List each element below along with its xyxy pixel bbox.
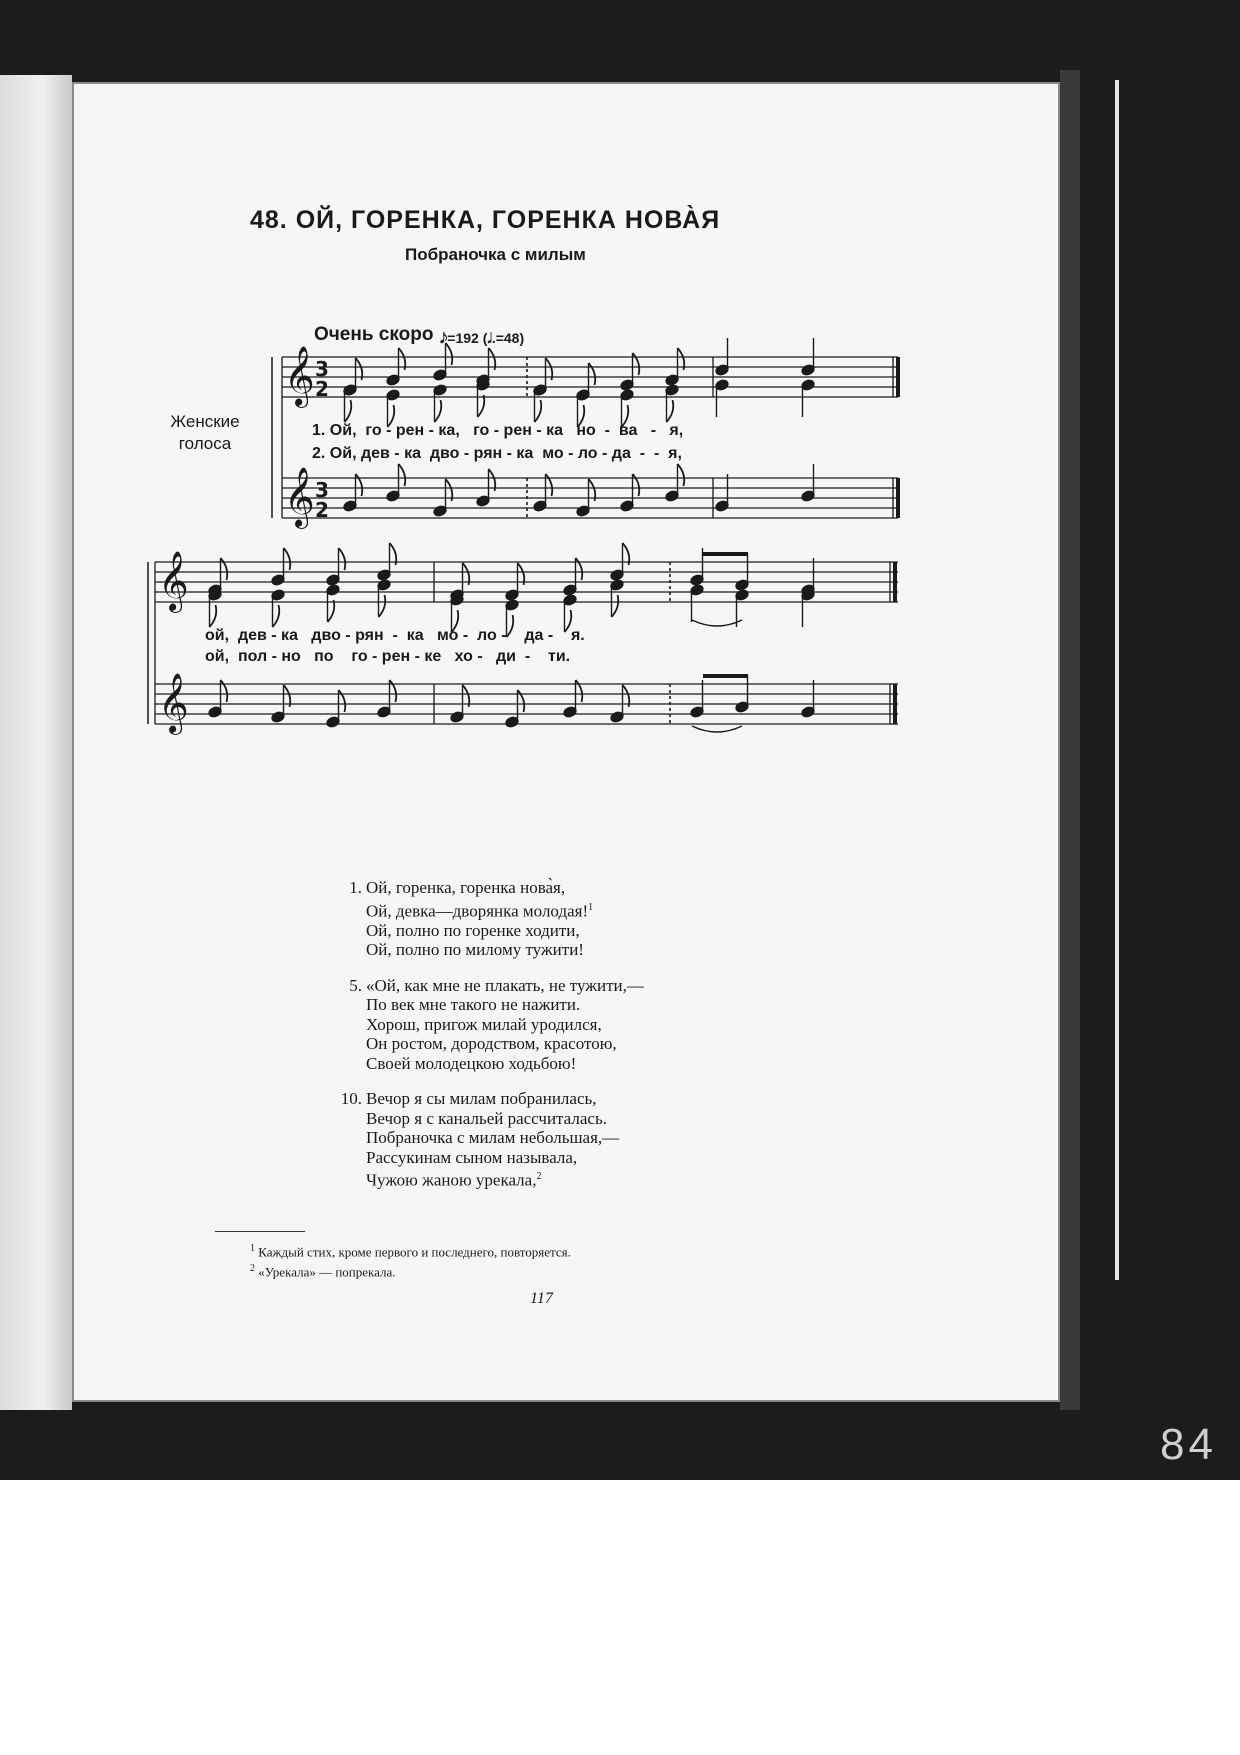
note-flag (546, 474, 553, 496)
poem-line: По век мне такого не нажити. (366, 995, 581, 1015)
voice-label-line-2: голоса (178, 434, 232, 453)
footnote-text: «Урекала» — попрекала. (258, 1264, 396, 1280)
poem-line: Он ростом, дородством, красотою, (366, 1034, 617, 1054)
note-flag (210, 605, 217, 627)
footnote-ref: 2 (536, 1171, 542, 1183)
time-signature: 3 (315, 357, 329, 381)
stanza-10 (332, 1089, 644, 1190)
treble-clef: 𝄞 (284, 467, 315, 527)
note-flag (446, 343, 453, 365)
poem-line: Ой, полно по милому тужити! (366, 940, 584, 960)
note-flag (435, 400, 442, 422)
note-flag (576, 680, 583, 702)
treble-clef: 𝄞 (284, 346, 315, 406)
slur (692, 726, 742, 732)
poem-line: Ой, горенка, горенка нова̀я, (366, 878, 566, 897)
footnote-text: Каждый стих, кроме первого и последнего, повторяется. (258, 1244, 571, 1260)
final-bar (893, 684, 897, 724)
note-flag (379, 595, 386, 617)
footnote-rule (215, 1231, 305, 1232)
poem-line: Вечор я с канальей рассчиталась. (366, 1108, 607, 1128)
note-flag (667, 400, 674, 422)
song-title: 48. ОЙ, ГОРЕНКА, ГОРЕНКА НОВА̀Я (250, 206, 721, 234)
note-flag (356, 474, 363, 496)
metronome-mark: 𝅘𝅥𝅮=192 (𝅗𝅥.=48) (440, 330, 525, 346)
note-flag (399, 464, 406, 486)
stanza-number: 1. (349, 878, 362, 897)
stanza-5 (332, 976, 644, 1074)
note-flag (535, 400, 542, 422)
footnotes (250, 1240, 571, 1281)
voice-label-line-1: Женские (170, 412, 240, 431)
note-flag (633, 353, 640, 375)
note-flag (390, 680, 397, 702)
poem-line: Вечор я сы милам побранилась, (366, 1089, 597, 1109)
system1-lyrics-verse1: 1. Ой, го - рен - ка, го - рен - ка но - ва - я, (312, 422, 684, 439)
song-subtitle: Побраночка с милым (405, 245, 586, 264)
poem-line: Ой, девка—дворянка молодая! (366, 901, 589, 921)
poem-line: Ой, полно по горенке ходити, (366, 920, 580, 940)
poem-line: Хорош, пригож милай уродился, (366, 1014, 602, 1034)
stanza-number: 5. (349, 975, 362, 995)
final-bar (896, 478, 900, 518)
treble-clef: 𝄞 (158, 551, 189, 611)
time-signature: 2 (315, 498, 329, 522)
final-bar (896, 357, 900, 397)
time-signature: 3 (315, 478, 329, 502)
note-flag (576, 558, 583, 580)
poem-line: Побраночка с милам небольшая,— (366, 1128, 620, 1148)
note-flag (633, 474, 640, 496)
footnote-mark: 2 (250, 1263, 255, 1275)
time-signature: 2 (315, 377, 329, 401)
note-flag (221, 558, 228, 580)
note-flag (339, 548, 346, 570)
poem-text (332, 878, 644, 1206)
stanza-number: 10. (340, 1089, 362, 1109)
note-flag (221, 680, 228, 702)
footnote-mark: 1 (250, 1243, 255, 1254)
note-flag (612, 595, 619, 617)
corner-mark: 84 (1160, 1420, 1217, 1469)
slur (692, 620, 742, 626)
system2-lyrics-verse2: ой, пол - но по го - рен - ке хо - ди - ти. (205, 648, 571, 665)
note-flag (678, 464, 685, 486)
treble-clef: 𝄞 (158, 673, 189, 733)
poem-line: Своей молодецкою ходьбою! (366, 1053, 577, 1073)
system2-lyrics-verse1: ой, дев - ка дво - рян - ка мо - ло - да - я. (205, 627, 585, 644)
stanza-1 (332, 878, 644, 960)
tempo-marking: Очень скоро (314, 324, 434, 345)
page-number: 117 (530, 1290, 553, 1307)
note-flag (478, 395, 485, 417)
note-flag (273, 605, 280, 627)
music-score (0, 0, 1240, 760)
note-flag (339, 690, 346, 712)
poem-line: «Ой, как мне не плакать, не тужити,— (366, 975, 644, 995)
final-bar (893, 562, 897, 602)
note-flag (345, 400, 352, 422)
note-flag (518, 690, 525, 712)
note-flag (589, 363, 596, 385)
footnote-ref: 1 (588, 901, 594, 913)
note-flag (284, 548, 291, 570)
system1-lyrics-verse2: 2. Ой, дев - ка дво - рян - ка мо - ло - да - - я, (312, 445, 682, 462)
poem-line: Рассукинам сыном называла, (366, 1147, 578, 1167)
note-flag (328, 600, 335, 622)
poem-line: Чужою жаною урекала, (366, 1170, 537, 1190)
